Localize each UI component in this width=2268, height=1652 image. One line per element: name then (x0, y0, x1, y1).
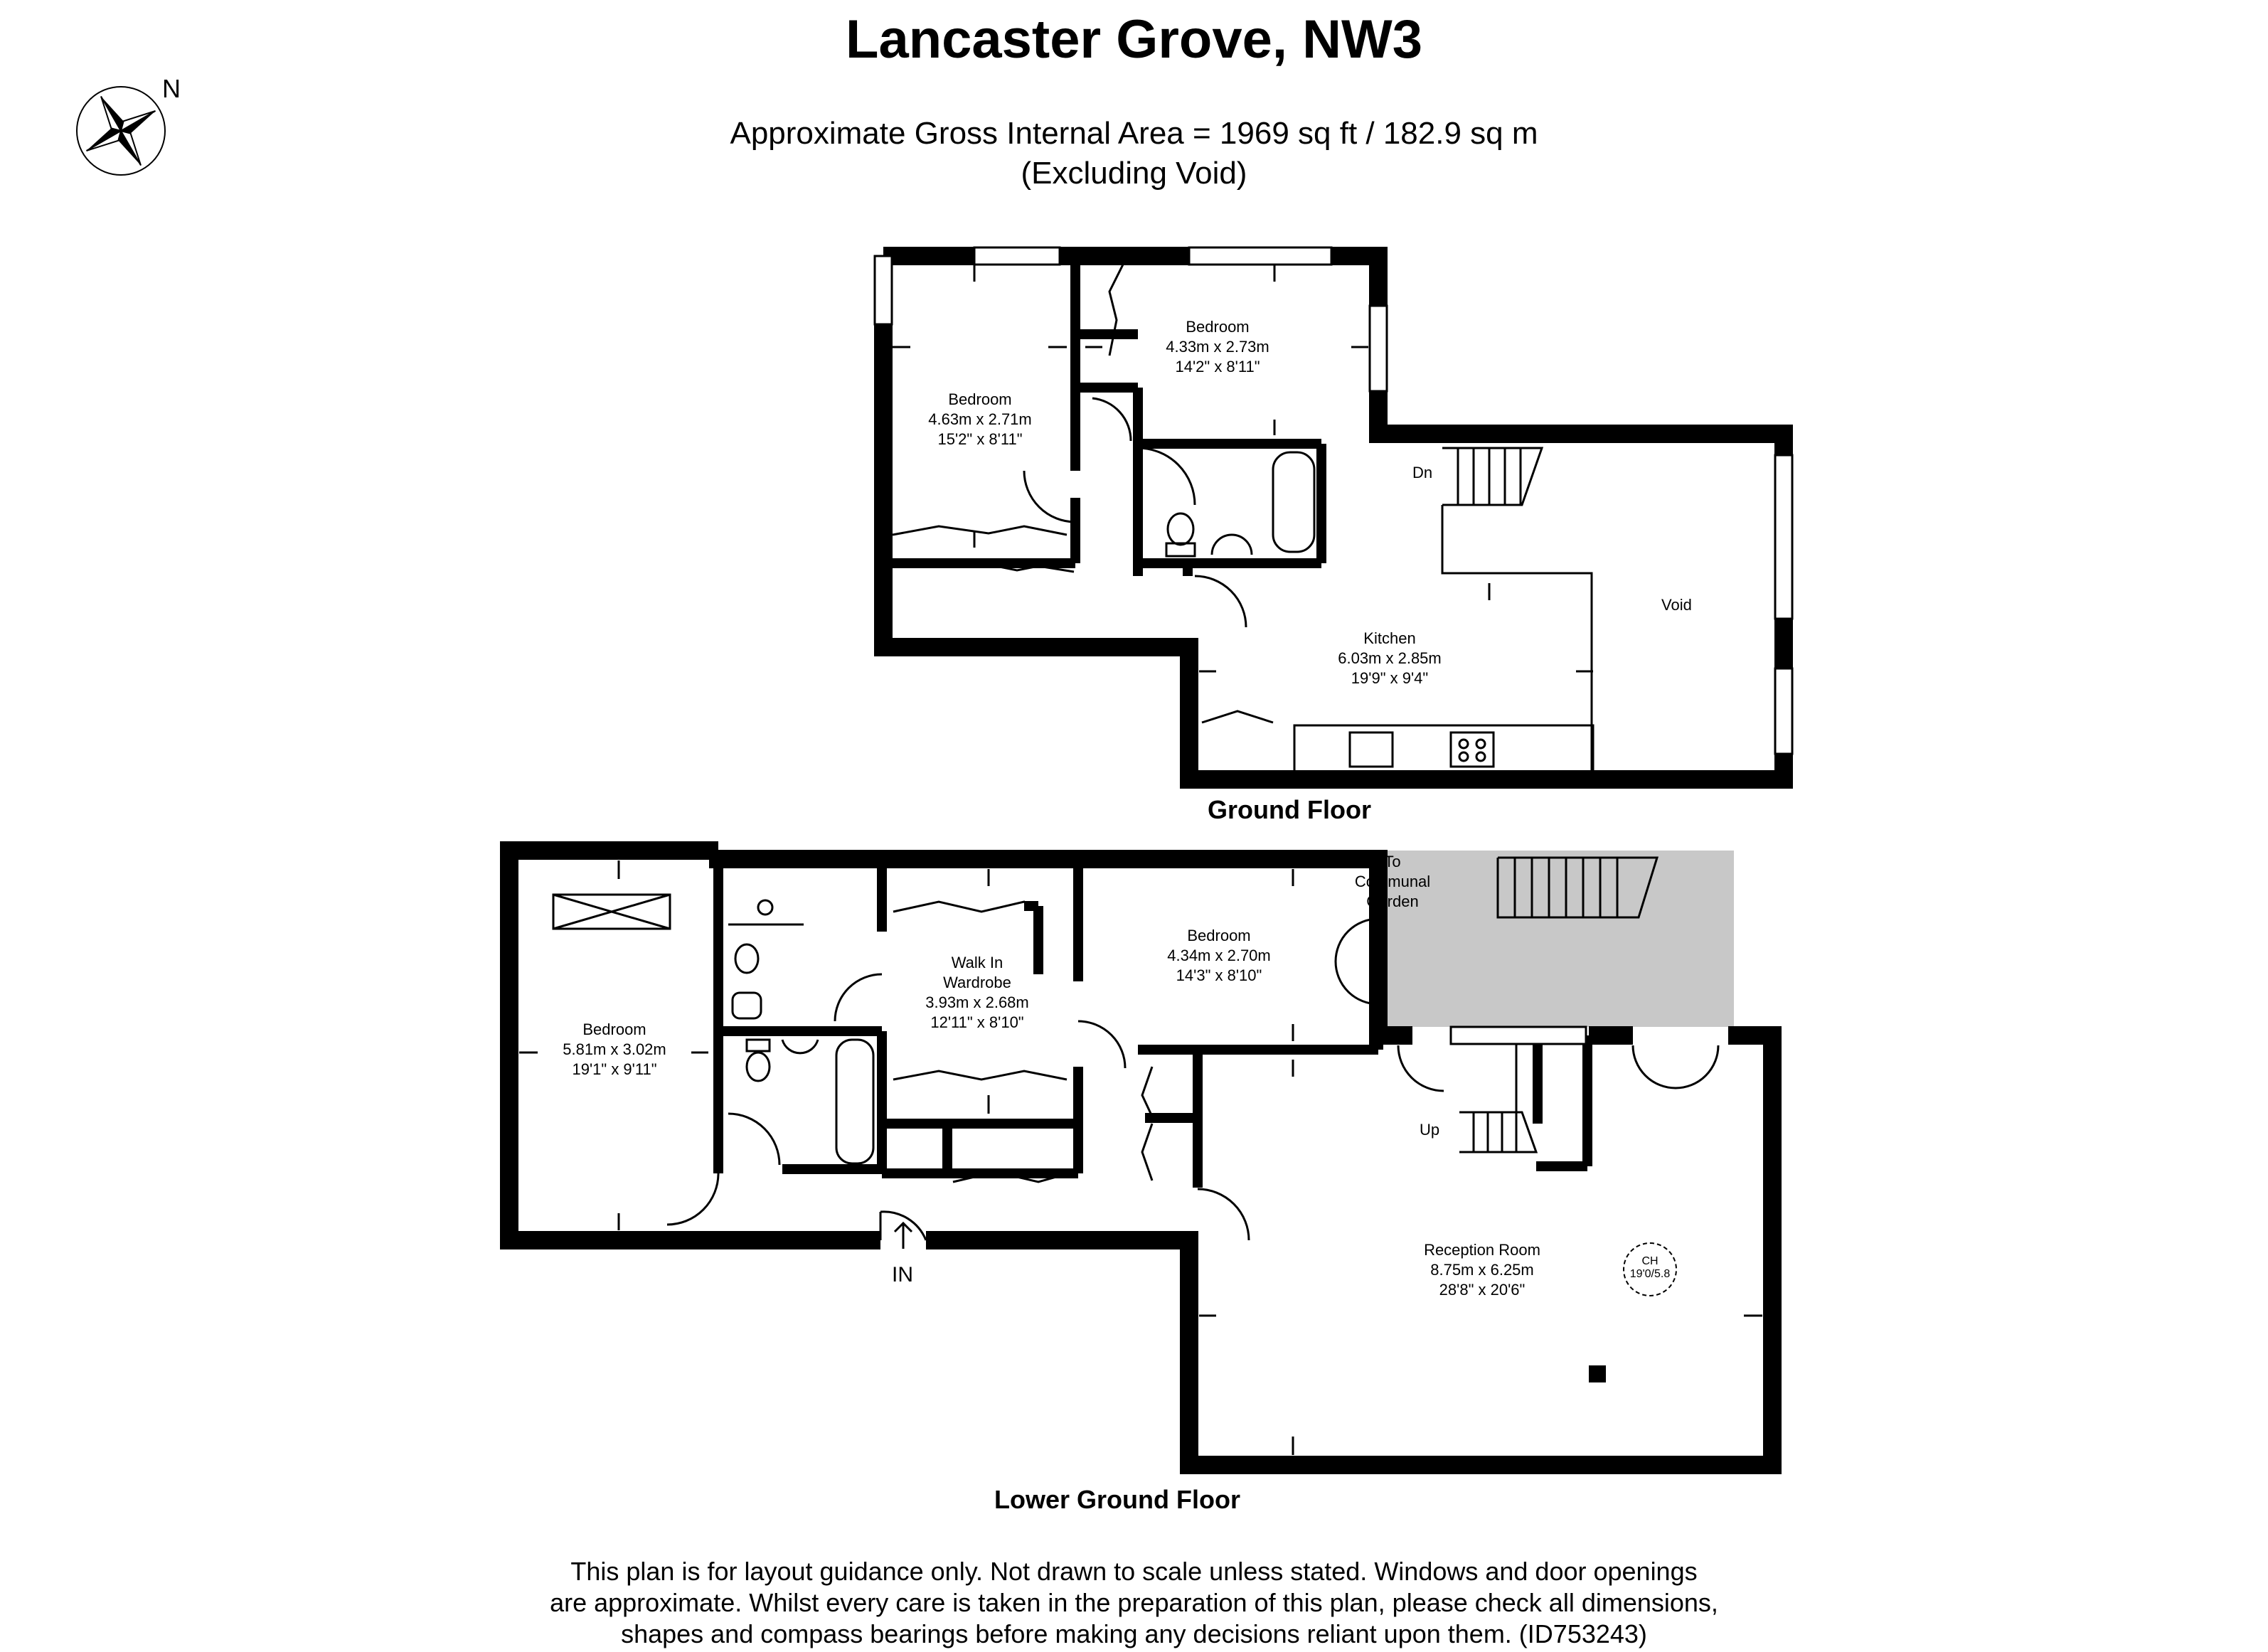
entrance-label: IN (892, 1263, 913, 1286)
ch-label: CH (1641, 1255, 1659, 1267)
room-imperial: 19'9" x 9'4" (1351, 669, 1429, 687)
ground-bedroom-right-label (1104, 317, 1331, 377)
stairs-up-label: Up (1420, 1121, 1440, 1139)
room-imperial: 12'11" x 8'10" (930, 1013, 1024, 1031)
room-imperial: 14'3" x 8'10" (1176, 966, 1262, 984)
skylight (553, 895, 670, 929)
room-imperial: 28'8" x 20'6" (1439, 1281, 1526, 1299)
stairs-down-label: Dn (1412, 464, 1433, 481)
ceiling-height-marker (1623, 1242, 1677, 1296)
room-name: Bedroom (582, 1020, 646, 1038)
garden-label-line: To (1384, 853, 1401, 870)
disclaimer-line-2: are approximate. Whilst every care is taken in the preparation of this plan, please check all dimensions, (550, 1588, 1718, 1617)
disclaimer-line-3: shapes and compass bearings before making any decisions reliant upon them. (ID753243) (621, 1619, 1647, 1648)
room-name: Kitchen (1363, 629, 1416, 647)
walk-in-wardrobe-label (863, 953, 1091, 1033)
room-metric: 6.03m x 2.85m (1338, 649, 1442, 667)
room-name: Bedroom (948, 390, 1012, 408)
lower-floor-windows (1451, 1027, 1586, 1044)
structural-column (1589, 1365, 1606, 1382)
kitchen-label (1276, 629, 1503, 688)
ground-floor-bath-fixtures (1166, 452, 1314, 556)
lower-bedroom-right-label (1105, 926, 1333, 986)
room-metric: 8.75m x 6.25m (1430, 1261, 1534, 1279)
room-imperial: 15'2" x 8'11" (937, 430, 1023, 448)
ground-bedroom-left-label (866, 390, 1094, 449)
room-imperial: 14'2" x 8'11" (1175, 358, 1260, 375)
gross-area-note: (Excluding Void) (1021, 156, 1247, 191)
room-metric: 4.33m x 2.73m (1166, 338, 1269, 356)
room-name: Bedroom (1186, 318, 1250, 336)
room-name: Reception Room (1424, 1241, 1540, 1259)
room-metric: 3.93m x 2.68m (925, 993, 1029, 1011)
north-label: N (162, 74, 181, 103)
room-name-2: Wardrobe (943, 974, 1011, 991)
gross-area-text: Approximate Gross Internal Area = 1969 sq ft / 182.9 sq m (730, 116, 1538, 151)
reception-room-label (1368, 1240, 1596, 1300)
room-metric: 4.34m x 2.70m (1167, 947, 1271, 964)
entrance-arrow-icon (895, 1223, 912, 1249)
communal-garden-label (1321, 852, 1464, 912)
void-label: Void (1661, 596, 1692, 614)
room-metric: 5.81m x 3.02m (563, 1040, 666, 1058)
disclaimer-line-1: This plan is for layout guidance only. Not drawn to scale unless stated. Windows and door openings (570, 1557, 1698, 1586)
ch-value: 19'0/5.8 (1629, 1268, 1671, 1280)
ground-floor-plan (875, 213, 1792, 779)
room-name: Walk In (951, 954, 1003, 971)
lower-floor-label: Lower Ground Floor (994, 1485, 1240, 1514)
garden-label-line: Communal (1354, 873, 1431, 890)
kitchen-counter (1294, 725, 1593, 775)
ground-floor-label: Ground Floor (1208, 795, 1371, 824)
lower-bedroom-left-label (501, 1020, 728, 1080)
room-metric: 4.63m x 2.71m (928, 410, 1032, 428)
ground-floor-outer-walls (883, 256, 1784, 779)
room-imperial: 19'1" x 9'11" (572, 1060, 657, 1078)
room-name: Bedroom (1187, 927, 1251, 944)
garden-label-line: Garden (1366, 892, 1419, 910)
disclaimer (0, 1556, 2268, 1650)
internal-stairs (1459, 1044, 1536, 1152)
plan-title: Lancaster Grove, NW3 (846, 9, 1422, 70)
